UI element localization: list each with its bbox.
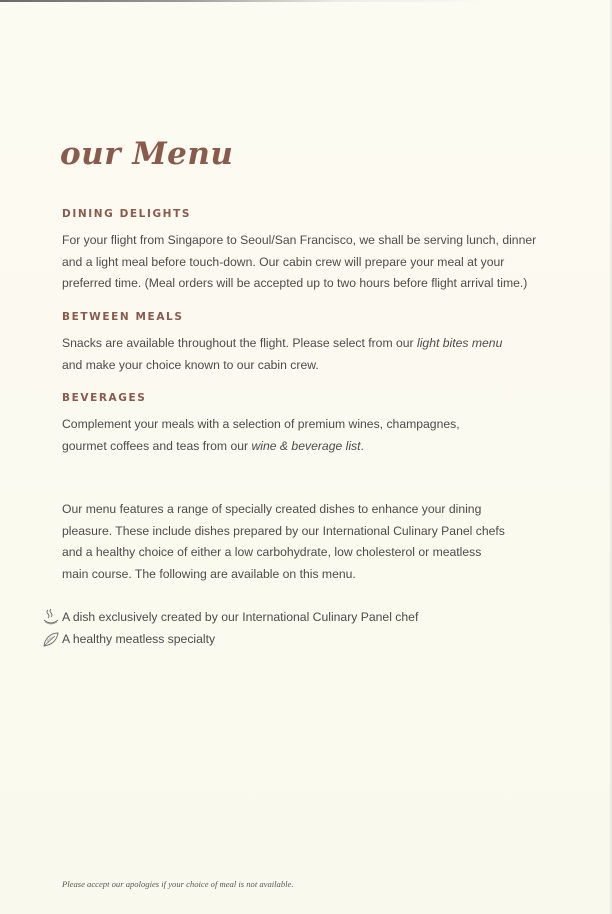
legend-item	[40, 628, 560, 650]
menu-intro	[62, 499, 562, 585]
section-heading: DINING DELIGHTS	[62, 208, 191, 220]
body-line: and a light meal before touch-down. Our cabin crew will prepare your meal at your	[62, 254, 505, 269]
legend-text: A dish exclusively created by our International Culinary Panel chef	[62, 610, 419, 624]
chef-steam-icon	[40, 607, 62, 627]
page-title: our Menu	[60, 136, 234, 172]
section-body	[62, 414, 562, 457]
legend-text: A healthy meatless specialty	[62, 632, 216, 646]
apology-footnote: Please accept our apologies if your choice of meal is not available.	[62, 879, 294, 889]
body-line: Snacks are available throughout the flight. Please select from our	[62, 336, 417, 350]
section-dining-delights	[62, 208, 562, 295]
legend-item	[40, 606, 560, 628]
intro-line: pleasure. These include dishes prepared by our International Culinary Panel chefs	[62, 523, 505, 538]
light-bites-menu-reference: light bites menu	[417, 336, 503, 350]
scan-edge-top	[0, 0, 612, 2]
body-line-end: .	[360, 438, 364, 453]
intro-line: and a healthy choice of either a low carbohydrate, low cholesterol or meatless	[62, 545, 482, 559]
wine-beverage-list-reference: wine & beverage list	[251, 438, 361, 453]
intro-line: Our menu features a range of specially created dishes to enhance your dining	[62, 502, 482, 516]
body-line: For your flight from Singapore to Seoul/San Francisco, we shall be serving lunch, dinner	[62, 233, 537, 247]
section-body	[62, 230, 562, 295]
section-between-meals	[62, 311, 562, 376]
intro-body	[62, 499, 562, 585]
leaf-icon	[40, 629, 62, 649]
body-line: preferred time. (Meal orders will be accepted up to two hours before flight arrival time.)	[62, 276, 528, 290]
body-line: Complement your meals with a selection of premium wines, champagnes,	[62, 417, 460, 431]
section-heading: BEVERAGES	[62, 392, 147, 404]
body-line: and make your choice known to our cabin crew.	[62, 357, 319, 372]
body-line: gourmet coffees and teas from our	[62, 438, 252, 453]
section-body	[62, 333, 562, 376]
section-beverages	[62, 392, 562, 457]
section-heading: BETWEEN MEALS	[62, 311, 184, 323]
symbol-legend	[40, 606, 560, 650]
intro-line: main course. The following are available on this menu.	[62, 566, 356, 581]
